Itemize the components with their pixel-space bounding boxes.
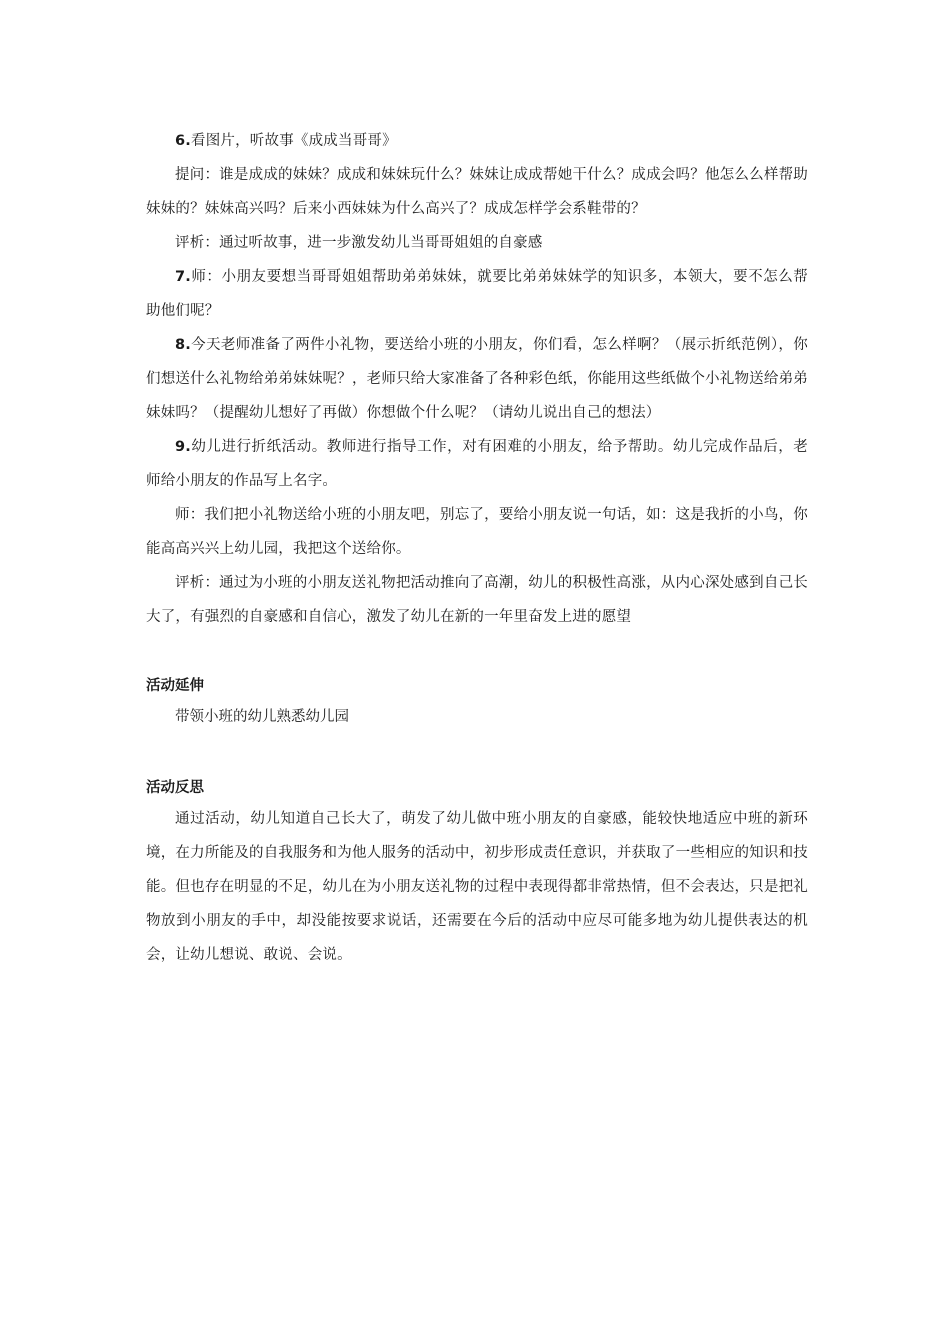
item-text: 评析：通过听故事，进一步激发幼儿当哥哥姐姐的自豪感 [175,235,543,251]
paragraph-item-8 [146,328,808,430]
extension-heading: 活动延伸 [146,678,204,694]
item-text: 提问：谁是成成的妹妹？成成和妹妹玩什么？妹妹让成成帮她干什么？成成会吗？他怎么么样帮助妹妹的？妹妹高兴吗？后来小西妹妹为什么高兴了？成成怎样学会系鞋带的？ [146,167,808,217]
paragraph-item-6 [146,124,808,158]
paragraph-item-9 [146,430,808,498]
paragraph-item-7 [146,260,808,328]
paragraph-comment-1 [146,226,808,260]
item-text: 师：我们把小礼物送给小班的小朋友吧，别忘了，要给小朋友说一句话，如：这是我折的小鸟，你能高高兴兴上幼儿园，我把这个送给你。 [146,507,808,557]
item-number: 7. [175,269,191,285]
document-page [146,124,808,972]
paragraph-comment-2 [146,566,808,634]
item-number: 8. [175,337,191,353]
extension-text: 带领小班的幼儿熟悉幼儿园 [175,709,349,725]
item-text: 评析：通过为小班的小朋友送礼物把活动推向了高潮，幼儿的积极性高涨，从内心深处感到自己长大了，有强烈的自豪感和自信心，激发了幼儿在新的一年里奋发上进的愿望 [146,575,808,625]
item-number: 9. [175,439,191,455]
reflection-heading: 活动反思 [146,780,204,796]
item-text: 今天老师准备了两件小礼物，要送给小班的小朋友，你们看，怎么样啊？（展示折纸范例），你们想送什么礼物给弟弟妹妹呢？，老师只给大家准备了各种彩色纸，你能用这些纸做个小礼物送给弟弟妹妹吗？（提醒幼儿想好了再做）你想做个什么呢？（请幼儿说出自己的想法） [146,337,808,421]
item-text: 看图片，听故事《成成当哥哥》 [191,133,397,149]
reflection-text: 通过活动，幼儿知道自己长大了，萌发了幼儿做中班小朋友的自豪感，能较快地适应中班的新环境，在力所能及的自我服务和为他人服务的活动中，初步形成责任意识，并获取了一些相应的知识和技能。但也存在明显的不足，幼儿在为小朋友送礼物的过程中表现得都非常热情，但不会表达，只是把礼物放到小朋友的手中，却没能按要求说话，还需要在今后的活动中应尽可能多地为幼儿提供表达的机会，让幼儿想说、敢说、会说。 [146,811,808,963]
paragraph-questions [146,158,808,226]
item-text: 幼儿进行折纸活动。教师进行指导工作，对有困难的小朋友，给予帮助。幼儿完成作品后，老师给小朋友的作品写上名字。 [146,439,808,489]
item-text: 师：小朋友要想当哥哥姐姐帮助弟弟妹妹，就要比弟弟妹妹学的知识多，本领大，要不怎么帮助他们呢？ [146,269,808,319]
item-number: 6. [175,133,191,149]
paragraph-teacher-speech [146,498,808,566]
